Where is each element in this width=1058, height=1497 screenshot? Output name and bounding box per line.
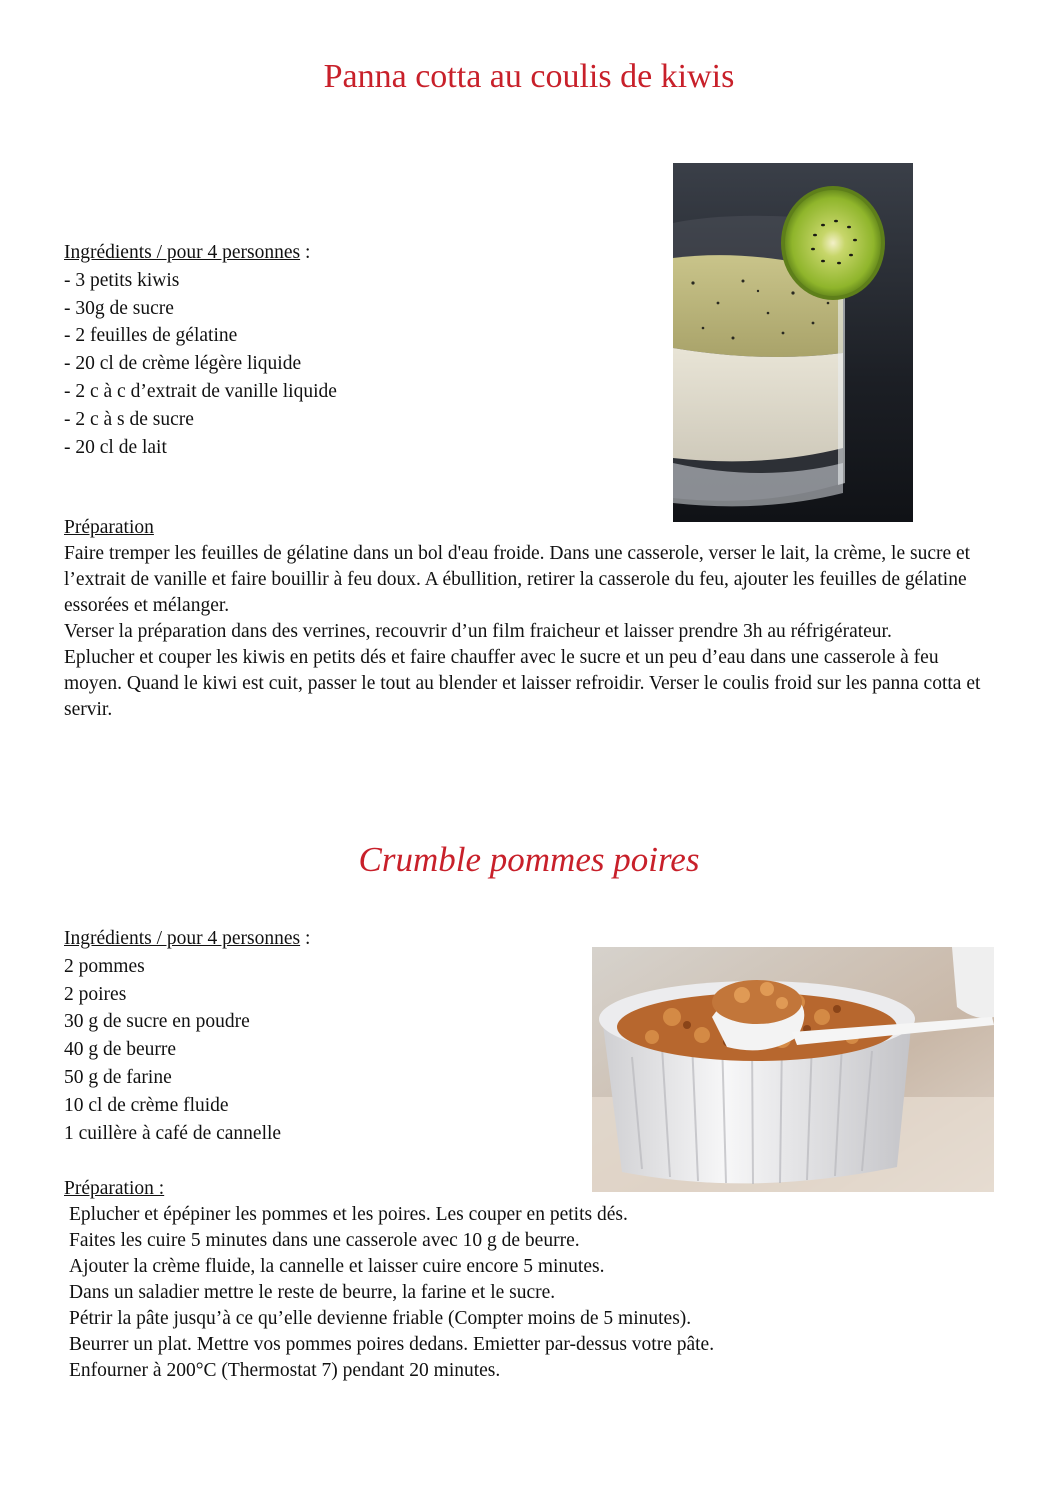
preparation-step: Pétrir la pâte jusqu’à ce qu’elle devienne friable (Compter moins de 5 minutes). [69,1308,692,1329]
ingredient-item: 2 pommes [64,955,145,977]
ingredients-heading: Ingrédients / pour 4 personnes : [64,928,311,949]
crumble-photo [592,947,994,1192]
ingredient-item: 2 poires [64,983,127,1005]
preparation-step: Dans un saladier mettre le reste de beurre, la farine et le sucre. [69,1282,556,1303]
preparation-heading: Préparation [64,517,154,538]
ingredients-section-panna-cotta [64,239,337,461]
preparation-step: Eplucher et épépiner les pommes et les poires. Les couper en petits dés. [69,1204,628,1225]
preparation-paragraph: Eplucher et couper les kiwis en petits dés et faire chauffer avec le sucre et un peu d’eau dans une casserole à feu moyen. Quand le kiwi est cuit, passer le tout au blender et laisser refroidir. Verser le coulis froid sur les panna cotta et servir. [64,647,981,720]
preparation-step: Enfourner à 200°C (Thermostat 7) pendant 20 minutes. [69,1360,501,1381]
preparation-paragraph: Faire tremper les feuilles de gélatine dans un bol d'eau froide. Dans une casserole, verser le lait, la crème, le sucre et l’extrait de vanille et faire bouillir à feu doux. A ébullition, retirer la casserole du feu, ajouter les feuilles de gélatine essorées et mélanger. [64,543,971,616]
ingredient-item: 30 g de sucre en poudre [64,1011,250,1033]
ingredient-item: - 2 c à c d’extrait de vanille liquide [64,380,337,402]
preparation-step: Ajouter la crème fluide, la cannelle et laisser cuire encore 5 minutes. [69,1256,605,1277]
recipe-title-panna-cotta: Panna cotta au coulis de kiwis [323,58,735,95]
ingredient-item: - 3 petits kiwis [64,269,180,291]
ingredient-item: - 20 cl de lait [64,436,167,458]
ingredient-item: 50 g de farine [64,1066,172,1088]
ingredient-item: - 30g de sucre [64,297,174,319]
preparation-step: Faites les cuire 5 minutes dans une casserole avec 10 g de beurre. [69,1230,580,1251]
ingredient-item: - 20 cl de crème légère liquide [64,353,302,375]
recipe-title-crumble: Crumble pommes poires [358,840,700,879]
ingredient-item: - 2 c à s de sucre [64,408,194,430]
ingredients-heading: Ingrédients / pour 4 personnes : [64,242,311,263]
ingredient-item: 40 g de beurre [64,1039,177,1061]
ingredients-section-crumble [64,925,310,1147]
preparation-heading-crumble: Préparation : [64,1178,165,1199]
preparation-section-crumble [69,1202,714,1384]
ingredient-item: 1 cuillère à café de cannelle [64,1122,282,1144]
ingredient-item: - 2 feuilles de gélatine [64,325,238,347]
panna-cotta-photo [673,163,913,522]
ingredients-list [64,953,310,1148]
preparation-paragraph: Verser la préparation dans des verrines, recouvrir d’un film fraicheur et laisser prendre 3h au réfrigérateur. [64,621,892,642]
ingredient-item: 10 cl de crème fluide [64,1094,229,1116]
preparation-section-panna-cotta [64,515,996,723]
ingredients-list [64,267,337,462]
preparation-step: Beurrer un plat. Mettre vos pommes poires dedans. Emietter par-dessus votre pâte. [69,1334,715,1355]
